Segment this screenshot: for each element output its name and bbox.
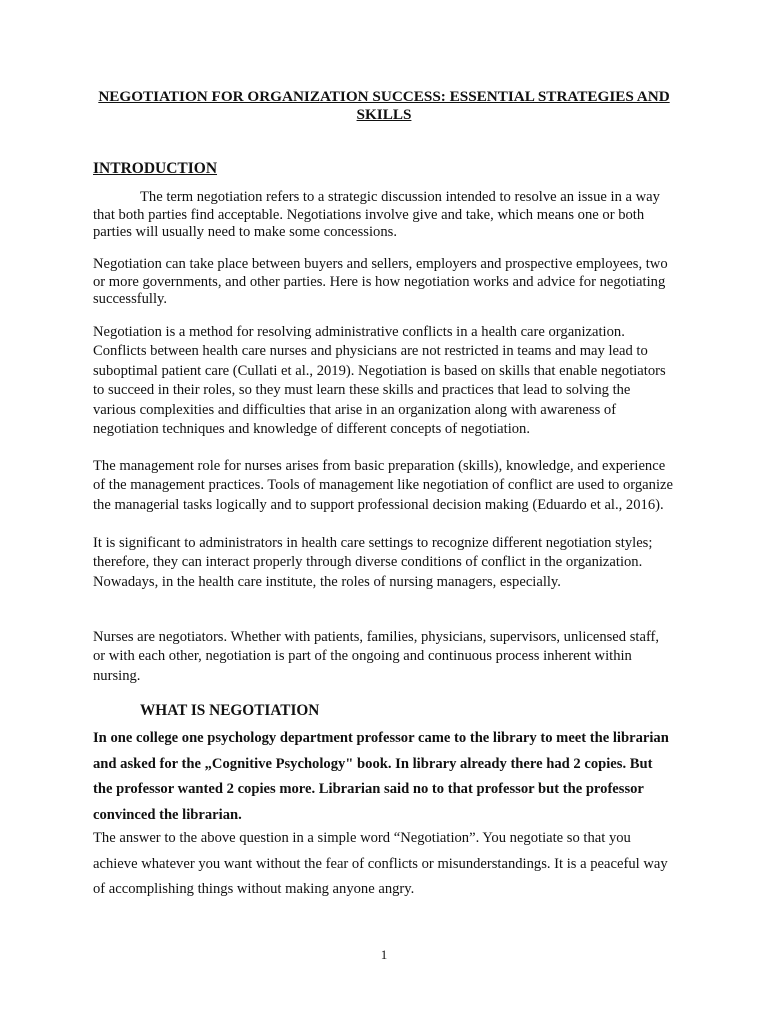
bold-example-paragraph: In one college one psychology department professor came to the library to meet the librarian and asked for the „Cognitive Psychology" book. In library already there had 2 copies. But the professor wanted 2 copies more. Librarian said no to that professor but the professor convinced the librarian. bbox=[93, 730, 669, 823]
introduction-heading: INTRODUCTION bbox=[93, 160, 218, 177]
paragraph-1: The term negotiation refers to a strategic discussion intended to resolve an issue in a way that both parties find acceptable. Negotiations involve give and take, which means one or both parties will usually need to make some concessions. bbox=[93, 189, 660, 240]
paragraph-2: Negotiation can take place between buyers and sellers, employers and prospective employees, two or more governments, and other parties. Here is how negotiation works and advice for negotiating successfully. bbox=[93, 256, 668, 307]
paragraph-6: Nurses are negotiators. Whether with patients, families, physicians, supervisors, unlicensed staff, or with each other, negotiation is part of the ongoing and continuous process inherent within nursing. bbox=[93, 629, 660, 684]
what-is-negotiation-heading: WHAT IS NEGOTIATION bbox=[140, 702, 320, 719]
answer-paragraph: The answer to the above question in a simple word “Negotiation”. You negotiate so that you achieve whatever you want without the fear of conflicts or misunderstandings. It is a peaceful way of accomplishing things without making anyone angry. bbox=[93, 830, 668, 898]
paragraph-5: It is significant to administrators in health care settings to recognize different negotiation styles; therefore, they can interact properly through diverse conditions of conflict in the organization. Nowadays, in the health care institute, the roles of nursing managers, especially. bbox=[93, 535, 653, 590]
paragraph-3: Negotiation is a method for resolving administrative conflicts in a health care organization. Conflicts between health care nurses and physicians are not restricted in teams and may lead to suboptimal patient care (Cullati et al., 2019). Negotiation is based on skills that enable negotiators to succeed in their roles, so they must learn these skills and practices that lead to solving the various complexities and difficulties that arise in an organization along with awareness of negotiation techniques and knowledge of different concepts of negotiation. bbox=[93, 324, 666, 438]
page-number: 1 bbox=[380, 947, 388, 962]
document-title: NEGOTIATION FOR ORGANIZATION SUCCESS: ESSENTIAL STRATEGIES AND SKILLS bbox=[98, 88, 670, 123]
paragraph-4: The management role for nurses arises from basic preparation (skills), knowledge, and experience of the management practices. Tools of management like negotiation of conflict are used to organize the managerial tasks logically and to support professional decision making (Eduardo et al., 2016). bbox=[93, 458, 673, 513]
